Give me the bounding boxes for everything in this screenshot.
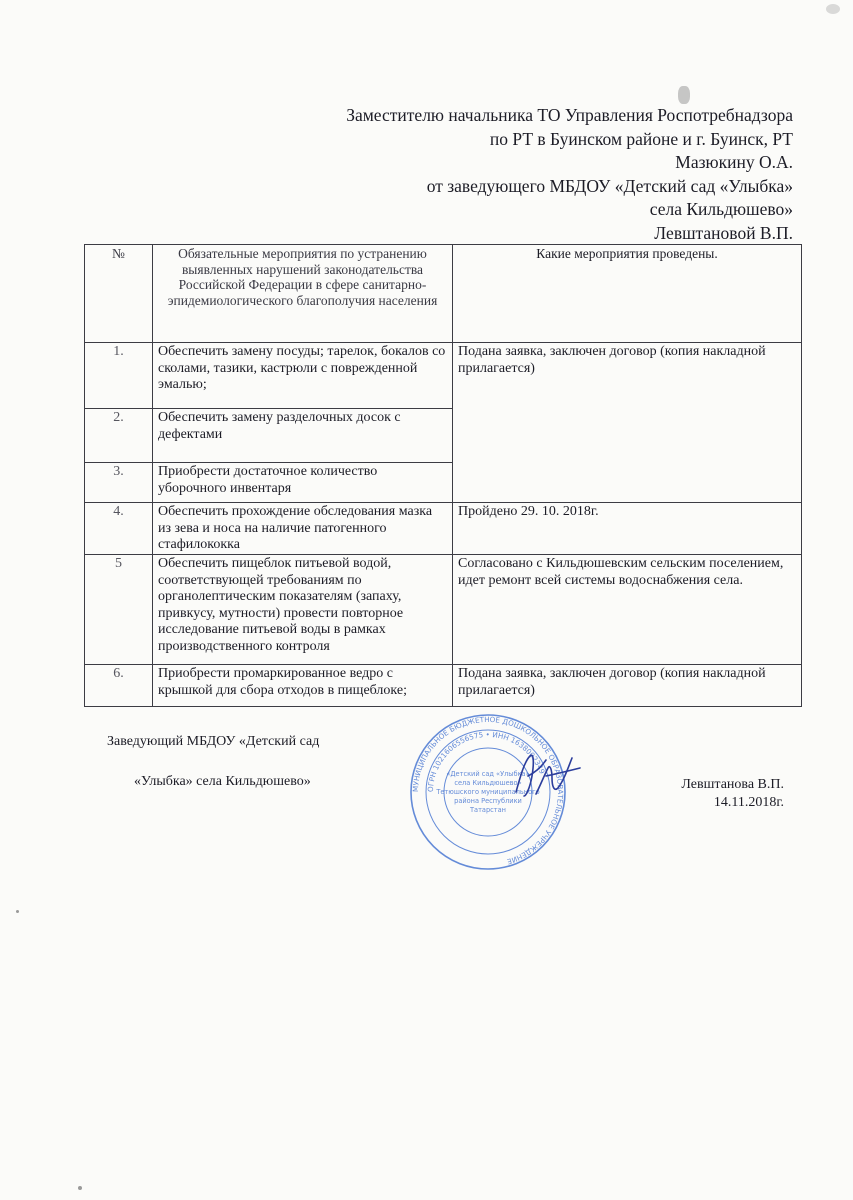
row-number: 6. (85, 665, 153, 707)
addressee-line: по РТ в Буинском районе и г. Буинск, РТ (489, 128, 793, 149)
row-number: 5 (85, 555, 153, 665)
stamp-center-line: Тетюшского муниципального (436, 788, 540, 796)
table-row (85, 503, 802, 555)
scan-speck (826, 4, 840, 14)
row-requirement: Обеспечить замену посуды; тарелок, бокалов со сколами, тазики, кастрюли с поврежденной эмалью; (153, 343, 453, 409)
handwritten-signature (506, 746, 586, 806)
scan-speck (16, 910, 19, 913)
signer-title (107, 734, 319, 790)
row-requirement: Обеспечить замену разделочных досок с дефектами (153, 409, 453, 463)
row-done: Подана заявка, заключен договор (копия накладной прилагается) (453, 665, 802, 707)
row-requirement: Приобрести промаркированное ведро с крышкой для сбора отходов в пищеблоке; (153, 665, 453, 707)
addressee-line: села Кильдюшево» (649, 199, 793, 219)
table-row (85, 343, 802, 409)
addressee-line: от заведующего МБДОУ «Детский сад «Улыбка» (426, 175, 793, 196)
row-done: Согласовано с Кильдюшевским сельским поселением, идет ремонт всей системы водоснабжения села. (453, 555, 802, 665)
signer-block (681, 776, 784, 812)
scan-speck (678, 86, 690, 104)
header-done: Какие мероприятия проведены. (453, 245, 802, 343)
signer-title-line: «Улыбка» села Кильдюшево» (134, 774, 311, 789)
stamp-center-line: района Республики (454, 797, 522, 805)
row-requirement: Обеспечить прохождение обследования мазка из зева и носа на наличие патогенного стафилококка (153, 503, 453, 555)
signer-title-line: Заведующий МБДОУ «Детский сад (107, 734, 320, 749)
table-header-row (85, 245, 802, 343)
row-done: Пройдено 29. 10. 2018г. (453, 503, 802, 555)
addressee-line: Мазюкину О.А. (675, 152, 793, 172)
addressee-line: Заместителю начальника ТО Управления Роспотребнадзора (346, 105, 793, 125)
signer-name: Левштанова В.П. (681, 777, 784, 792)
row-requirement: Приобрести достаточное количество уборочного инвентаря (153, 463, 453, 503)
scan-speck (78, 1186, 82, 1190)
measures-table (84, 244, 802, 707)
addressee-block (346, 104, 793, 245)
row-done: Подана заявка, заключен договор (копия накладной прилагается) (453, 343, 802, 503)
header-requirement: Обязательные мероприятия по устранению выявленных нарушений законодательства Российской Федерации в сфере санитарно-эпидемиологического благополучия населения (153, 245, 453, 343)
row-number: 1. (85, 343, 153, 409)
stamp-center-line: села Кильдюшево» (454, 779, 522, 787)
table-row (85, 665, 802, 707)
stamp-outer-text: МУНИЦИПАЛЬНОЕ БЮДЖЕТНОЕ ДОШКОЛЬНОЕ ОБРАЗОВАТЕЛЬНОЕ УЧРЕЖДЕНИЕ (410, 714, 566, 867)
measures-table-container (84, 244, 802, 707)
header-number: № (85, 245, 153, 343)
row-number: 4. (85, 503, 153, 555)
stamp-center-line: Татарстан (470, 806, 506, 814)
signature-date: 14.11.2018г. (713, 795, 784, 810)
stamp-registration-text: ОГРН 1021606556575 • ИНН 1638002349 (425, 729, 547, 793)
stamp-center-line: «Детский сад «Улыбка» (446, 770, 530, 778)
row-number: 2. (85, 409, 153, 463)
addressee-line: Левштановой В.П. (654, 222, 793, 243)
row-requirement: Обеспечить пищеблок питьевой водой, соответствующей требованиям по органолептическим показателям (запаху, привкусу, мутности) провести повторное исследование питьевой воды в рамках производственного контроля (153, 555, 453, 665)
table-row (85, 555, 802, 665)
row-number: 3. (85, 463, 153, 503)
